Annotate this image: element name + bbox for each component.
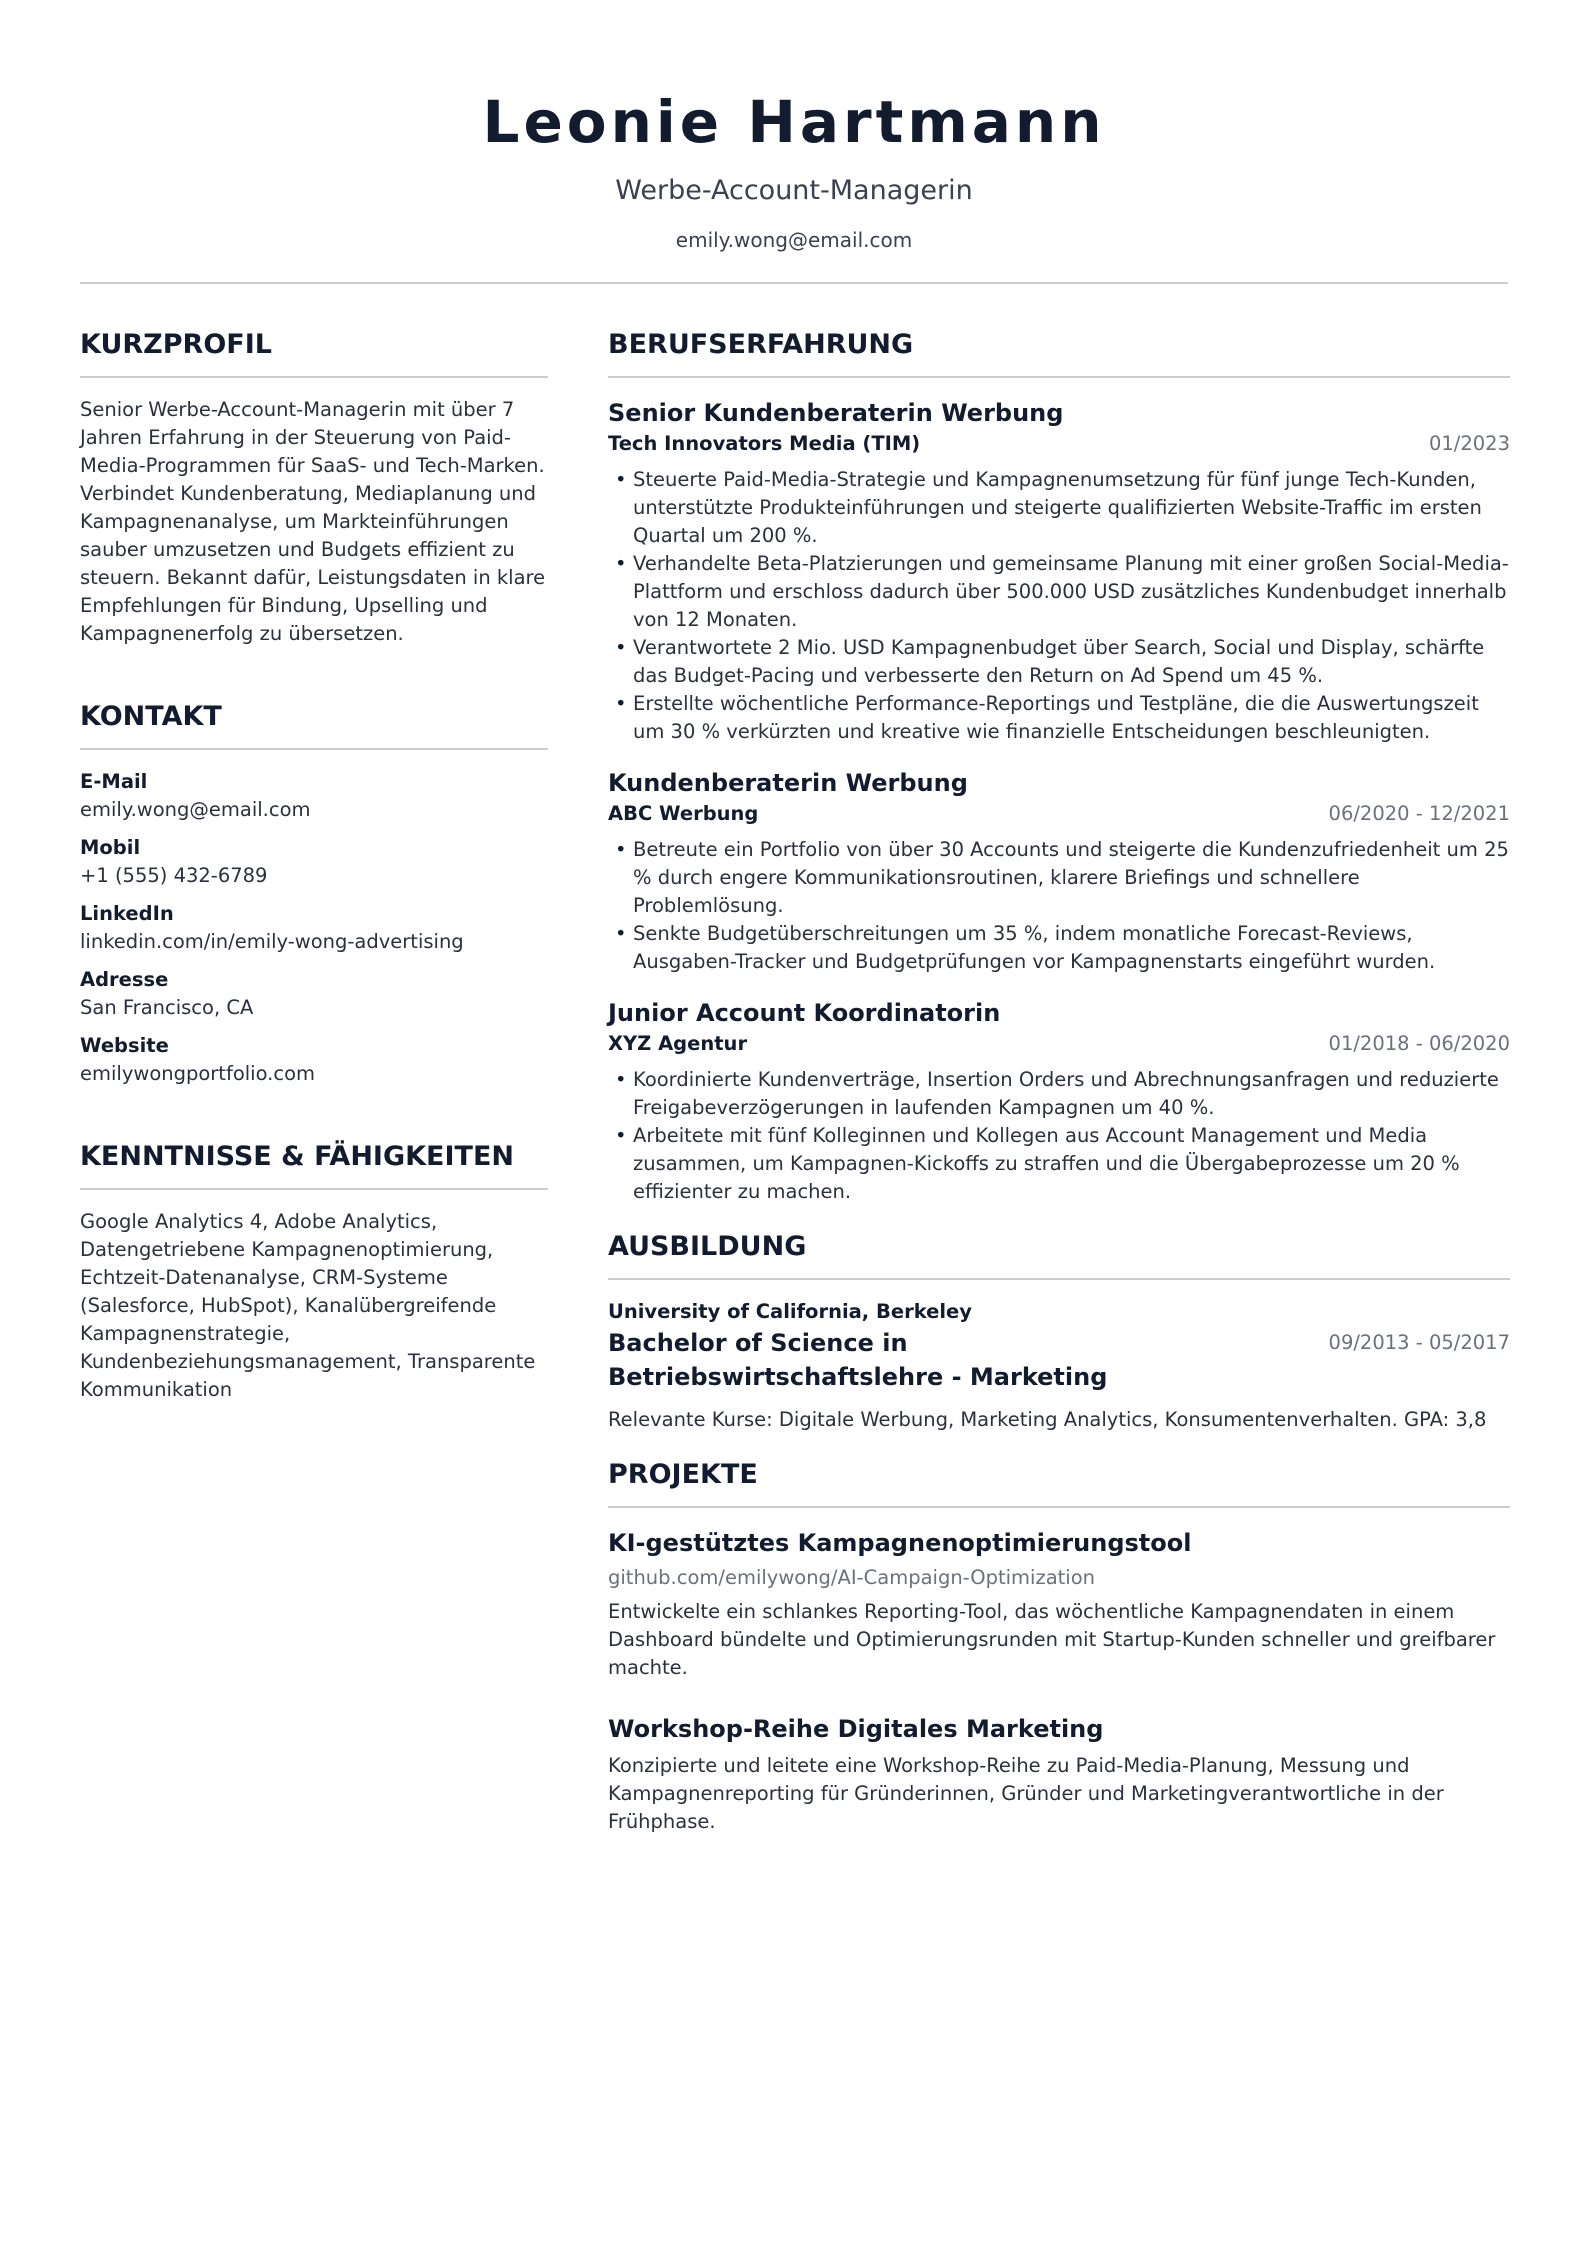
project-description: Konzipierte und leitete eine Workshop-Reihe zu Paid-Media-Planung, Messung und Kampagnenreporting für Gründerinnen, Gründer und Marketingverantwortliche in der Frühphase.: [608, 1754, 1444, 1833]
job-meta: [608, 800, 1510, 828]
project-link[interactable]: github.com/emilywong/AI-Campaign-Optimization: [608, 1566, 1095, 1589]
contact-item: [80, 900, 548, 956]
project-entry: [608, 1712, 1510, 1836]
contact-item: [80, 1032, 548, 1088]
job-bullet: • Arbeitete mit fünf Kolleginnen und Kollegen aus Account Management und Media zusammen, um Kampagnen-Kickoffs zu straffen und die Übergabeprozesse um 20 % effizienter zu machen.: [633, 1122, 1510, 1206]
experience-section: [608, 326, 1510, 1206]
job-date: 01/2023: [1428, 432, 1510, 455]
job-title: Junior Account Koordinatorin: [608, 999, 1001, 1027]
education-school: University of California, Berkeley: [608, 1300, 972, 1323]
right-column: [608, 326, 1510, 1866]
contact-address: San Francisco, CA: [80, 996, 254, 1019]
job-title: Senior Kundenberaterin Werbung: [608, 399, 1064, 427]
left-column: [80, 326, 548, 1866]
education-heading: AUSBILDUNG: [608, 1228, 1510, 1280]
contact-label: E-Mail: [80, 770, 148, 793]
skills-text: Google Analytics 4, Adobe Analytics, Datengetriebene Kampagnenoptimierung, Echtzeit-Datenanalyse, CRM-Systeme (Salesforce, HubSpot), Kanalübergreifende Kampagnenstrategie, Kundenbeziehungsmanagement, Transparente Kommunikation: [80, 1210, 536, 1401]
project-title: KI-gestütztes Kampagnenoptimierungstool: [608, 1529, 1192, 1557]
job-entry: [608, 396, 1510, 746]
education-degree: Bachelor of Science in Betriebswirtschaftslehre - Marketing: [608, 1329, 1108, 1391]
job-date: 06/2020 - 12/2021: [1328, 802, 1510, 825]
summary-section: [80, 326, 548, 648]
job-meta: [608, 1030, 1510, 1058]
contact-item: [80, 768, 548, 824]
project-entry: [608, 1526, 1510, 1682]
projects-section: [608, 1456, 1510, 1836]
job-bullet: • Verhandelte Beta-Platzierungen und gemeinsame Planung mit einer großen Social-Media-Plattform und erschloss dadurch über 500.000 USD zusätzliches Kundenbudget innerhalb von 12 Monaten.: [633, 550, 1510, 634]
job-company: ABC Werbung: [608, 802, 759, 825]
skills-section: [80, 1138, 548, 1404]
job-bullet: • Senkte Budgetüberschreitungen um 35 %, indem monatliche Forecast-Reviews, Ausgaben-Tracker und Budgetprüfungen vor Kampagnenstarts eingeführt wurden.: [633, 920, 1510, 976]
contact-email: emily.wong@email.com: [80, 798, 311, 821]
skills-heading: KENNTNISSE & FÄHIGKEITEN: [80, 1138, 548, 1190]
job-bullet: • Erstellte wöchentliche Performance-Reportings und Testpläne, die die Auswertungszeit um 30 % verkürzten und kreative wie finanzielle Entscheidungen beschleunigten.: [633, 690, 1510, 746]
contact-section: [80, 698, 548, 1088]
job-bullets: [608, 836, 1510, 976]
job-bullet: • Betreute ein Portfolio von über 30 Accounts und steigerte die Kundenzufriedenheit um 25 % durch engere Kommunikationsroutinen, klarere Briefings und schnellere Problemlösung.: [633, 836, 1510, 920]
job-bullets: [608, 1066, 1510, 1206]
candidate-name: Leonie Hartmann: [482, 88, 1106, 156]
contact-website: emilywongportfolio.com: [80, 1062, 316, 1085]
project-description: Entwickelte ein schlankes Reporting-Tool, das wöchentliche Kampagnendaten in einem Dashboard bündelte und Optimierungsrunden mit Startup-Kunden schneller und greifbarer machte.: [608, 1600, 1496, 1679]
job-date: 01/2018 - 06/2020: [1328, 1032, 1510, 1055]
resume-header: [80, 80, 1508, 284]
contact-label: Mobil: [80, 836, 141, 859]
contact-item: [80, 966, 548, 1022]
experience-heading: BERUFSERFAHRUNG: [608, 326, 1510, 378]
job-bullets: [608, 466, 1510, 746]
contact-label: Adresse: [80, 968, 169, 991]
education-section: [608, 1228, 1510, 1434]
job-company: Tech Innovators Media (TIM): [608, 432, 921, 455]
education-date: 09/2013 - 05/2017: [1328, 1331, 1510, 1354]
summary-heading: KURZPROFIL: [80, 326, 548, 378]
job-meta: [608, 430, 1510, 458]
job-title: Kundenberaterin Werbung: [608, 769, 968, 797]
job-bullet: • Steuerte Paid-Media-Strategie und Kampagnenumsetzung für fünf junge Tech-Kunden, unterstützte Produkteinführungen und steigerte qualifizierten Website-Traffic im ersten Quartal um 200 %.: [633, 466, 1510, 550]
job-entry: [608, 996, 1510, 1206]
job-company: XYZ Agentur: [608, 1032, 748, 1055]
projects-heading: PROJEKTE: [608, 1456, 1510, 1508]
contact-phone: +1 (555) 432-6789: [80, 864, 268, 887]
education-degree-row: [608, 1326, 1510, 1394]
summary-text: Senior Werbe-Account-Managerin mit über 7 Jahren Erfahrung in der Steuerung von Paid-Media-Programmen für SaaS- und Tech-Marken. Verbindet Kundenberatung, Mediaplanung und Kampagnenanalyse, um Markteinführungen sauber umzusetzen und Budgets effizient zu steuern. Bekannt dafür, Leistungsdaten in klare Empfehlungen für Bindung, Upselling und Kampagnenerfolg zu übersetzen.: [80, 398, 546, 645]
project-title: Workshop-Reihe Digitales Marketing: [608, 1715, 1104, 1743]
education-courses: Relevante Kurse: Digitale Werbung, Marketing Analytics, Konsumentenverhalten. GPA: 3,8: [608, 1408, 1487, 1431]
contact-item: [80, 834, 548, 890]
contact-linkedin: linkedin.com/in/emily-wong-advertising: [80, 930, 464, 953]
job-bullet: • Koordinierte Kundenverträge, Insertion Orders und Abrechnungsanfragen und reduzierte Freigabeverzögerungen in laufenden Kampagnen um 40 %.: [633, 1066, 1510, 1122]
contact-label: LinkedIn: [80, 902, 174, 925]
candidate-title: Werbe-Account-Managerin: [615, 175, 973, 206]
contact-label: Website: [80, 1034, 169, 1057]
header-divider: [80, 282, 1508, 284]
resume-columns: [80, 326, 1508, 1866]
job-entry: [608, 766, 1510, 976]
header-email: emily.wong@email.com: [675, 228, 913, 252]
job-bullet: • Verantwortete 2 Mio. USD Kampagnenbudget über Search, Social und Display, schärfte das Budget-Pacing und verbesserte den Return on Ad Spend um 45 %.: [633, 634, 1510, 690]
contact-heading: KONTAKT: [80, 698, 548, 750]
